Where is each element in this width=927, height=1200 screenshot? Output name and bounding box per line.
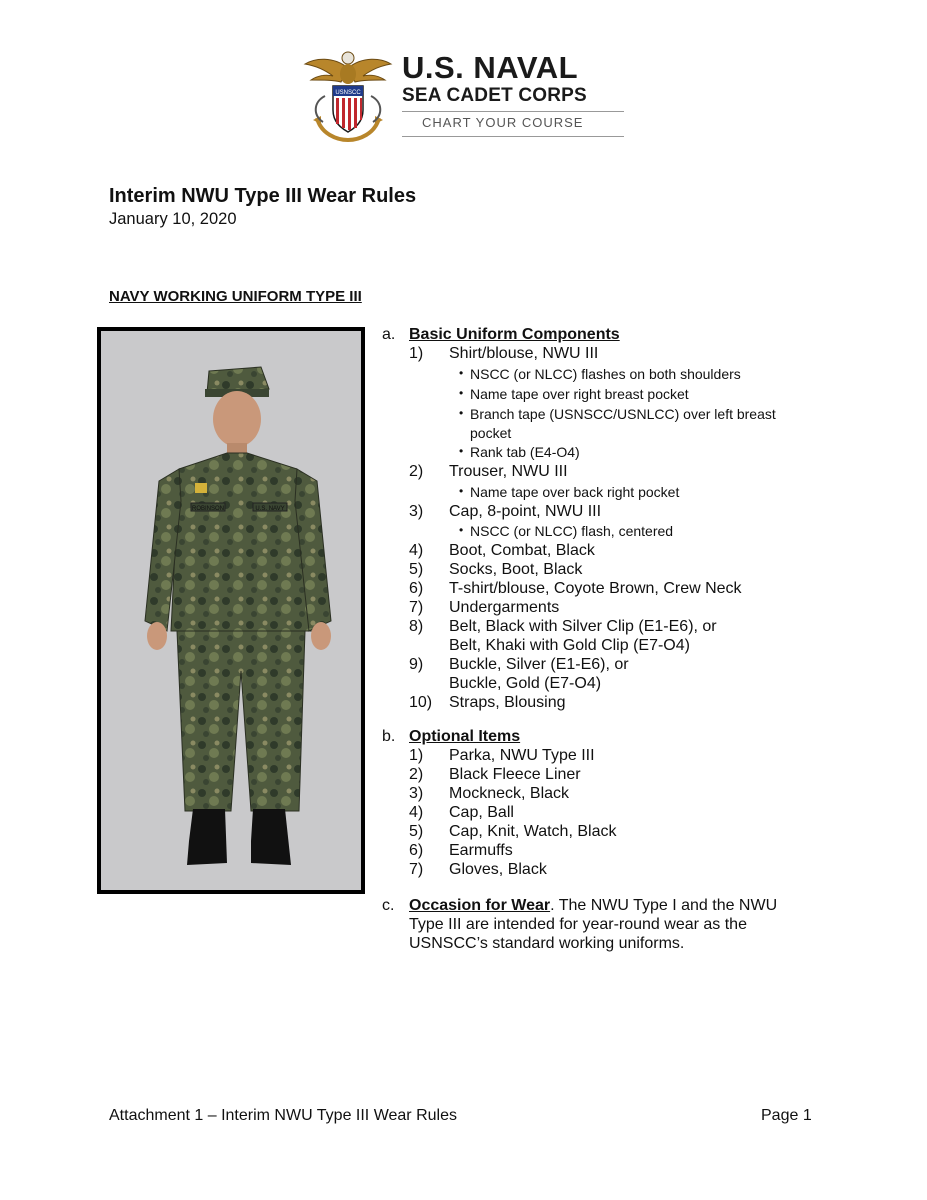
section-c-text: USNSCC’s standard working uniforms. [409, 935, 685, 952]
list-item: T-shirt/blouse, Coyote Brown, Crew Neck [449, 580, 742, 597]
list-item: Gloves, Black [449, 861, 547, 878]
list-item-continuation: Belt, Khaki with Gold Clip (E7-O4) [449, 637, 690, 654]
sub-bullet: Name tape over right breast pocket [470, 386, 689, 402]
section-c-text: . The NWU Type I and the NWU [550, 897, 778, 914]
list-item-number: 5) [409, 561, 424, 578]
document-date: January 10, 2020 [109, 210, 237, 228]
list-item-number: 1) [409, 747, 424, 764]
list-item: Parka, NWU Type III [449, 747, 595, 764]
tagline-divider [402, 111, 624, 112]
list-item: Straps, Blousing [449, 694, 566, 711]
list-item-number: 4) [409, 542, 424, 559]
cadet-figure [101, 331, 361, 890]
list-item-number: 3) [409, 503, 424, 520]
list-item: Undergarments [449, 599, 560, 616]
list-item-number: 6) [409, 842, 424, 859]
name-tape-text: ROBINSON [191, 506, 225, 512]
sub-bullet: NSCC (or NLCC) flash, centered [470, 523, 674, 539]
footer-attachment: Attachment 1 – Interim NWU Type III Wear Rules [109, 1107, 457, 1124]
list-item: Black Fleece Liner [449, 766, 581, 783]
section-letter-b: b. [382, 728, 396, 745]
page-title: Interim NWU Type III Wear Rules [109, 185, 417, 207]
list-item: Boot, Combat, Black [449, 542, 595, 559]
list-item: Buckle, Silver (E1-E6), or [449, 656, 629, 673]
bullet-icon: • [459, 406, 464, 420]
bullet-icon: • [459, 484, 464, 498]
section-c-text: Type III are intended for year-round wear as the [409, 916, 747, 933]
bullet-icon: • [459, 444, 464, 458]
sub-bullet: NSCC (or NLCC) flashes on both shoulders [470, 366, 741, 382]
org-logo [303, 46, 633, 146]
list-item-number: 4) [409, 804, 424, 821]
list-item-number: 7) [409, 861, 424, 878]
list-item: Cap, 8-point, NWU III [449, 503, 602, 520]
sub-bullet-continuation: pocket [470, 425, 512, 441]
list-item-number: 7) [409, 599, 424, 616]
bullet-icon: • [459, 523, 464, 537]
list-item-number: 5) [409, 823, 424, 840]
list-item-continuation: Buckle, Gold (E7-O4) [449, 675, 602, 692]
section-heading: NAVY WORKING UNIFORM TYPE III [109, 288, 362, 305]
org-name-line1: U.S. NAVAL [402, 50, 579, 85]
list-item: Belt, Black with Silver Clip (E1-E6), or [449, 618, 717, 635]
section-c-line [409, 896, 777, 915]
tagline-divider [402, 136, 624, 137]
section-letter-c: c. [382, 897, 395, 914]
list-item-number: 10) [409, 694, 433, 711]
svg-text:USNSCC: USNSCC [335, 90, 361, 96]
page-number: Page 1 [761, 1107, 812, 1124]
bullet-icon: • [459, 366, 464, 380]
list-item: Socks, Boot, Black [449, 561, 583, 578]
sub-bullet: Rank tab (E4-O4) [470, 444, 580, 460]
list-item-number: 2) [409, 463, 424, 480]
uniform-photo [97, 327, 365, 894]
list-item: Cap, Knit, Watch, Black [449, 823, 617, 840]
list-item-number: 8) [409, 618, 424, 635]
bullet-icon: • [459, 386, 464, 400]
list-item-number: 2) [409, 766, 424, 783]
list-item: Earmuffs [449, 842, 513, 859]
org-tagline: CHART YOUR COURSE [422, 115, 584, 130]
sub-bullet: Name tape over back right pocket [470, 484, 680, 500]
emblem-label [303, 46, 393, 142]
list-item: Shirt/blouse, NWU III [449, 345, 599, 362]
section-a-heading: Basic Uniform Components [409, 326, 620, 343]
branch-tape-text: U.S. NAVY [255, 506, 285, 512]
section-c-heading: Occasion for Wear [409, 897, 551, 914]
list-item-number: 9) [409, 656, 424, 673]
section-b-heading: Optional Items [409, 728, 521, 745]
sub-bullet: Branch tape (USNSCC/USNLCC) over left breast [470, 406, 776, 422]
list-item-number: 3) [409, 785, 424, 802]
list-item: Mockneck, Black [449, 785, 570, 802]
org-name-line2: SEA CADET CORPS [402, 85, 587, 106]
list-item-number: 6) [409, 580, 424, 597]
list-item: Cap, Ball [449, 804, 514, 821]
section-letter-a: a. [382, 326, 396, 343]
list-item-number: 1) [409, 345, 424, 362]
list-item: Trouser, NWU III [449, 463, 568, 480]
